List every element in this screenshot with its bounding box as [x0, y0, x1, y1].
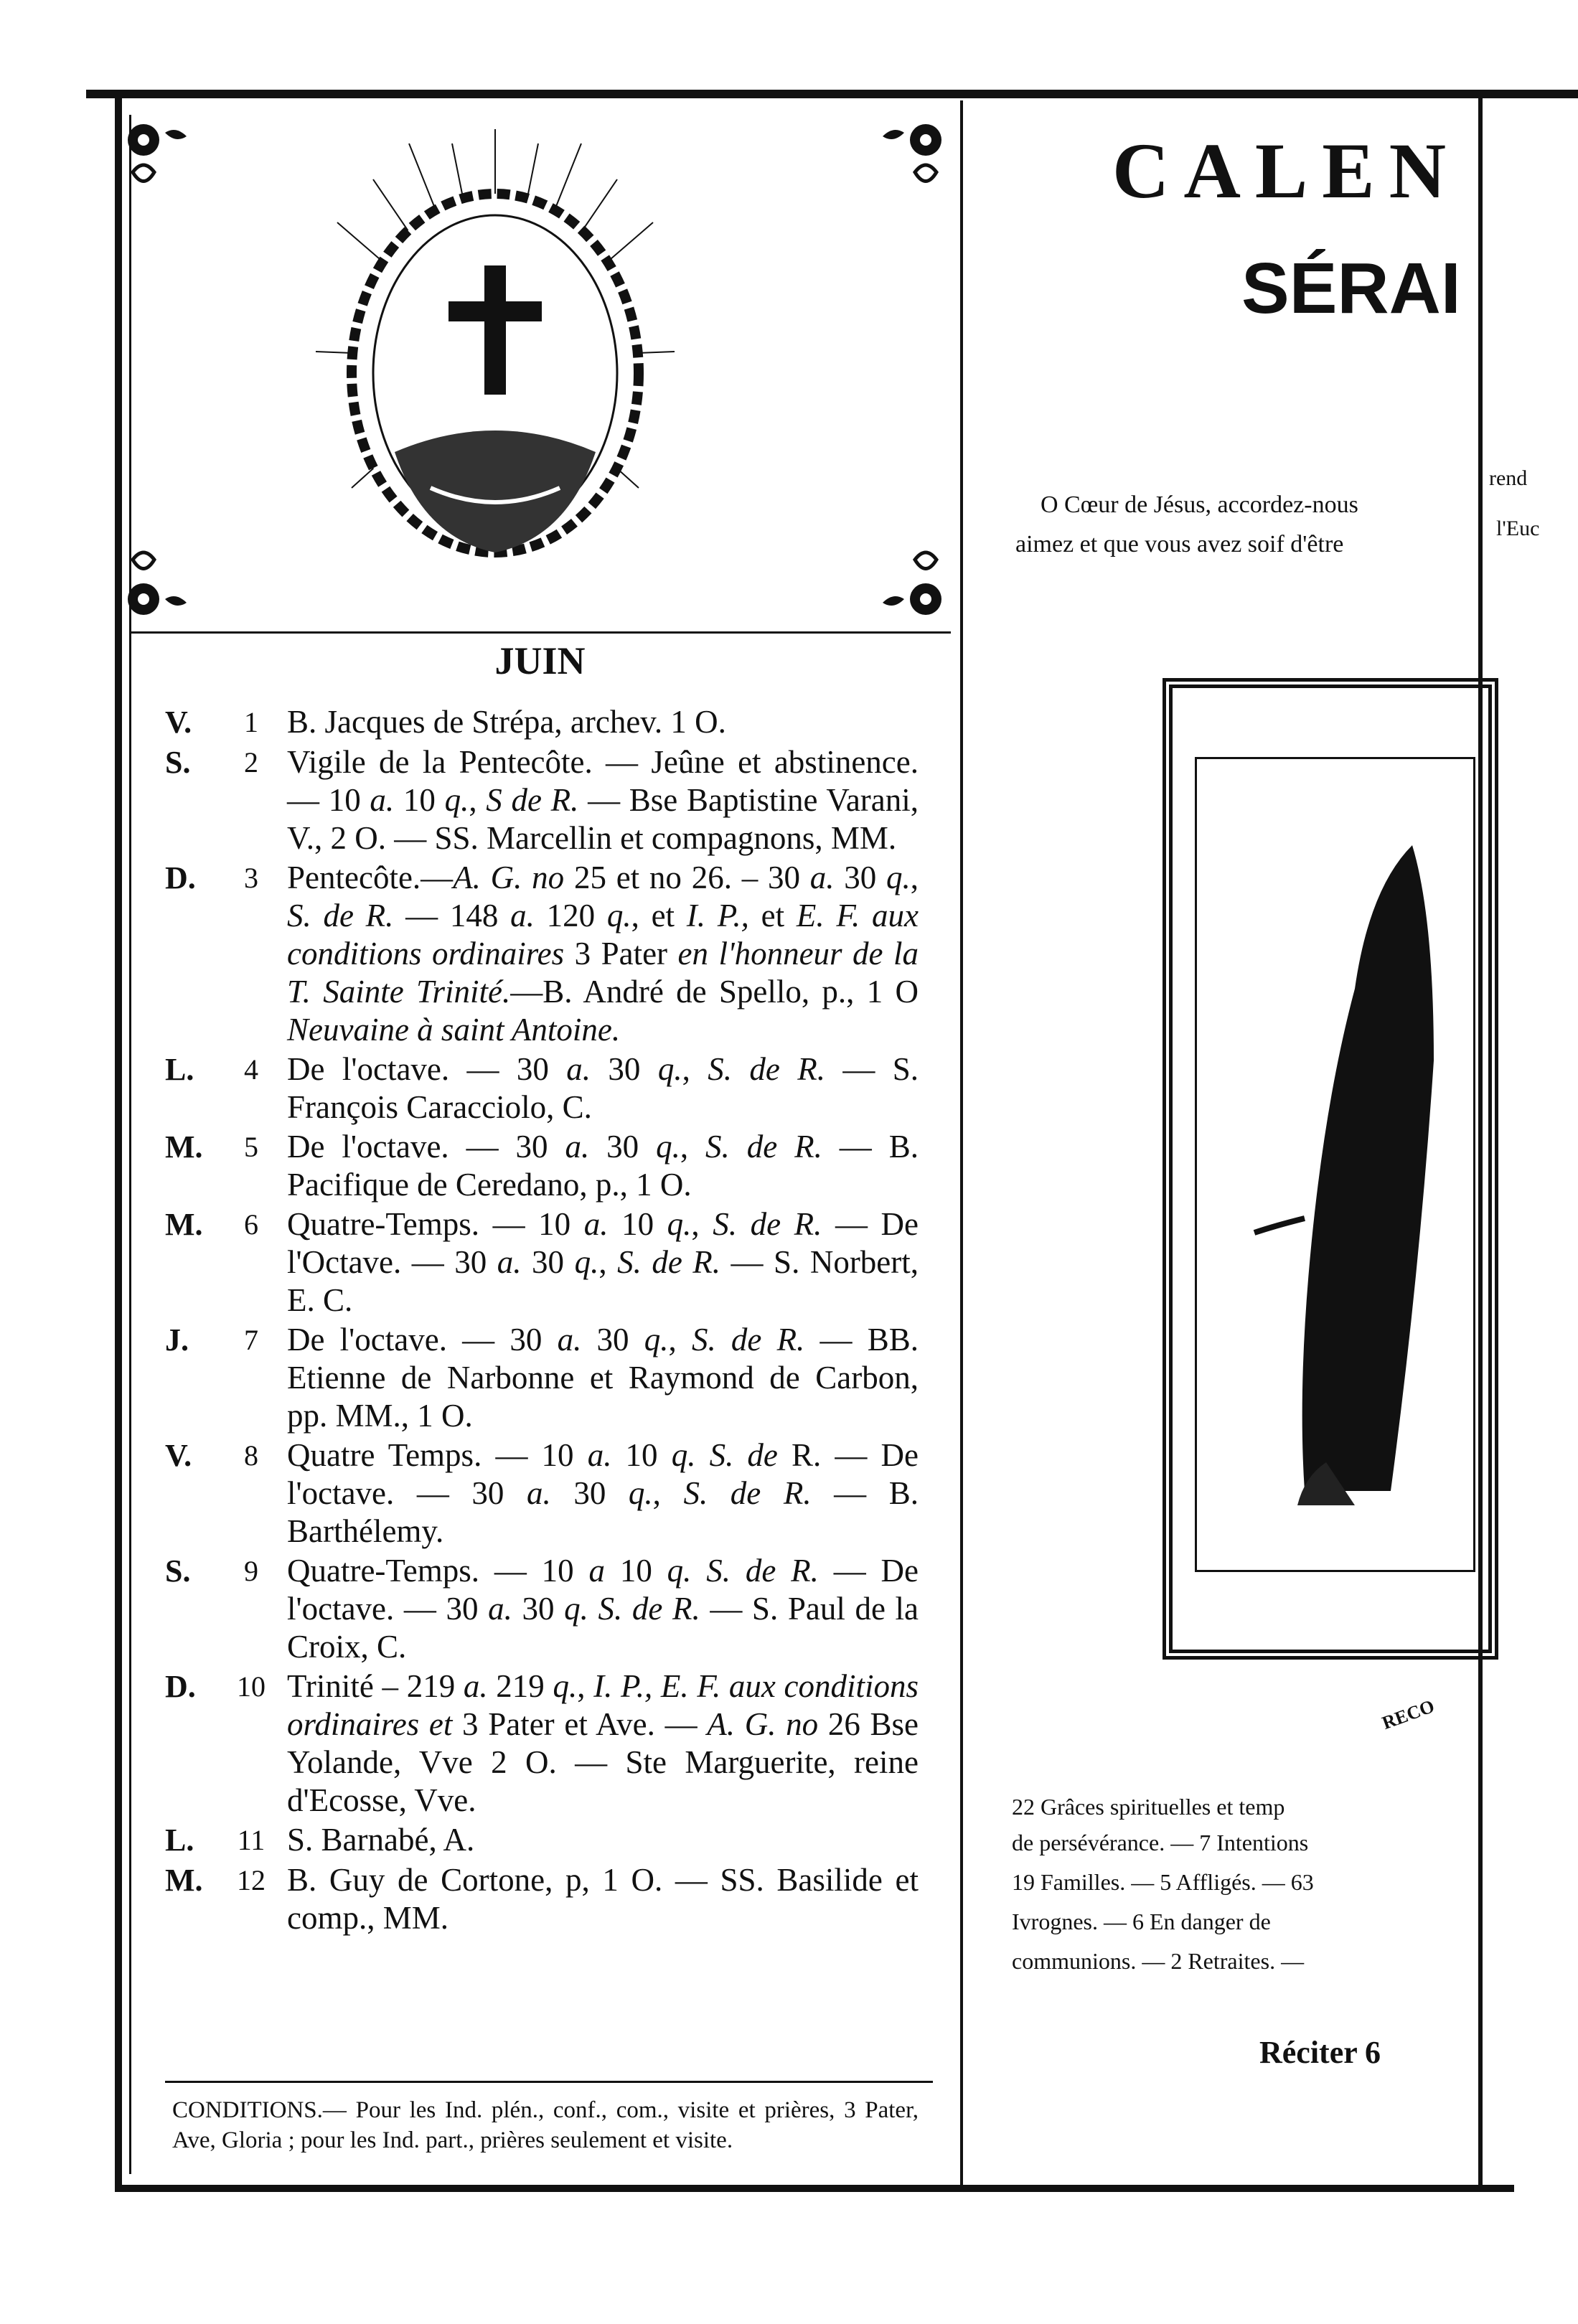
text-run: — Bse Baptistine Varani, V., 2 O. — SS. Marcellin et compagnons, MM. — [287, 782, 919, 856]
feast-description — [287, 743, 919, 857]
text-run: 30 — [521, 1244, 575, 1280]
day-number: 11 — [237, 1824, 266, 1856]
text-run: , — [668, 1322, 692, 1358]
calendar-title-fragment: CALEN — [1112, 127, 1461, 215]
prayer-line-1: O Cœur de Jésus, accordez-nous — [1041, 491, 1358, 518]
text-run: q. — [656, 1129, 680, 1165]
text-run: q. — [553, 1668, 578, 1704]
text-run: A. G. no — [707, 1706, 819, 1742]
text-run: 30 — [550, 1475, 629, 1511]
text-run: B. Jacques de Strépa, archev. 1 O. — [287, 704, 726, 740]
text-run — [695, 1437, 709, 1473]
text-run: 3 Pater et Ave. — — [452, 1706, 708, 1742]
weekday-abbrev: V. — [165, 705, 192, 740]
recommendations-heading: RECO — [1379, 1695, 1437, 1734]
day-entry — [165, 1552, 933, 1666]
feast-description — [287, 1128, 919, 1204]
text-run: A. G. no — [453, 860, 565, 895]
text-run: , — [691, 1206, 713, 1242]
text-run: Quatre-Temps. — 10 — [287, 1553, 589, 1589]
text-run: , — [680, 1129, 706, 1165]
text-run: S. de R. — [705, 1129, 822, 1165]
overlap-fragment-2: l'Euc — [1496, 517, 1540, 540]
text-run: Quatre Temps. — 10 — [287, 1437, 588, 1473]
weekday-abbrev: M. — [165, 1863, 203, 1898]
text-run: — S. François Caracciolo, C. — [287, 1051, 919, 1125]
text-run: a — [588, 1553, 605, 1589]
day-entry — [165, 1205, 933, 1319]
text-run: Quatre-Temps. — 10 — [287, 1206, 584, 1242]
text-run — [691, 1553, 706, 1589]
feast-description — [287, 1861, 919, 1937]
text-run: 26 Bse Yolande, Vve 2 O. — Ste Marguerite, reine d'Ecosse, Vve. — [287, 1706, 919, 1818]
text-run: — B. Barthélemy. — [287, 1475, 919, 1549]
weekday-abbrev: L. — [165, 1052, 194, 1087]
text-run: — B. Pacifique de Ceredano, p., 1 O. — [287, 1129, 919, 1203]
text-run — [588, 1591, 598, 1627]
feast-description — [287, 1821, 919, 1860]
text-run: 10 — [611, 1437, 672, 1473]
prayer-line-2: aimez et que vous avez soif d'être — [1015, 531, 1344, 558]
feast-description — [287, 859, 919, 1049]
recommendation-line: de persévérance. — 7 Intentions — [1012, 1830, 1309, 1855]
day-entry — [165, 1128, 933, 1204]
feast-description — [287, 1205, 919, 1319]
text-run: De l'octave. — 30 — [287, 1322, 558, 1358]
text-run: 120 — [534, 898, 607, 933]
calendar-days-list — [165, 703, 933, 1939]
day-number: 7 — [244, 1324, 258, 1356]
weekday-abbrev: D. — [165, 1669, 196, 1704]
text-run: Pentecôte.— — [287, 860, 454, 895]
text-run: a. — [488, 1591, 512, 1627]
reciter-instruction: Réciter 6 — [1259, 2035, 1381, 2070]
feast-description — [287, 1321, 919, 1435]
text-run: 30 — [581, 1322, 644, 1358]
text-run: 30 — [589, 1129, 657, 1165]
day-entry — [165, 859, 933, 1049]
text-run: et — [748, 898, 797, 933]
day-entry — [165, 1821, 933, 1860]
text-run: a. — [510, 898, 535, 933]
text-run: De l'octave. — 30 — [287, 1129, 565, 1165]
text-run: 10 — [605, 1553, 667, 1589]
corner-ornament-bottom-right — [850, 517, 951, 624]
header-rule — [129, 631, 951, 634]
text-run: E. F. aux conditions ordinaires — [287, 898, 919, 972]
recommendation-line: 19 Familles. — 5 Affligés. — 63 — [1012, 1869, 1314, 1895]
day-number: 5 — [244, 1131, 258, 1163]
text-run: Neuvaine à saint Antoine. — [287, 1012, 621, 1048]
corner-ornament-top-left — [118, 115, 219, 222]
day-entry — [165, 1861, 933, 1937]
text-run: S. de R. — [287, 898, 394, 933]
text-run: —B. André de Spello, p., 1 O — [510, 974, 919, 1010]
overlap-fragment-1: rend — [1489, 466, 1528, 490]
text-run: a. — [370, 782, 395, 818]
recommendation-line: Ivrognes. — 6 En danger de — [1012, 1909, 1271, 1934]
text-run: S. Barnabé, A. — [287, 1822, 475, 1858]
weekday-abbrev: S. — [165, 1553, 191, 1589]
text-run: S. de R. — [683, 1475, 812, 1511]
text-run: S. de — [709, 1437, 778, 1473]
text-run: , — [598, 1244, 618, 1280]
seraphic-title-fragment: SÉRAI — [1241, 248, 1461, 329]
recommendation-line: communions. — 2 Retraites. — — [1012, 1948, 1305, 1974]
text-run: S. de R. — [598, 1591, 700, 1627]
text-run: — S. Paul de la Croix, C. — [287, 1591, 919, 1665]
text-run: a. — [463, 1668, 488, 1704]
feast-description — [287, 1552, 919, 1666]
feast-description — [287, 1050, 919, 1126]
text-run: De l'octave. — 30 — [287, 1051, 567, 1087]
text-run: q. — [606, 898, 631, 933]
text-run: 30 — [591, 1051, 658, 1087]
text-run: q. — [671, 1437, 696, 1473]
text-run: , — [682, 1051, 708, 1087]
text-run: q. — [886, 860, 911, 895]
text-run: , — [577, 1668, 594, 1704]
text-run: a. — [527, 1475, 551, 1511]
weekday-abbrev: M. — [165, 1207, 203, 1242]
text-run: q. — [644, 1322, 669, 1358]
text-run: 3 Pater — [564, 936, 678, 972]
text-run: 10 — [608, 1206, 667, 1242]
text-run: R. — De l'octave. — 30 — [287, 1437, 919, 1511]
day-number: 8 — [244, 1439, 258, 1472]
text-run: S. de R. — [617, 1244, 721, 1280]
picture-inner-border — [1195, 757, 1475, 1572]
text-run: a. — [565, 1129, 590, 1165]
text-run: I. P., E. F. aux conditions ordinaires et — [287, 1668, 919, 1742]
cross-emblem-illustration — [309, 115, 682, 617]
text-run: q. — [574, 1244, 599, 1280]
text-run: — 148 — [393, 898, 511, 933]
frame-left-inner-rule — [129, 115, 131, 2174]
text-run: q. — [628, 1475, 653, 1511]
text-run: a. — [497, 1244, 522, 1280]
feast-description — [287, 1436, 919, 1551]
day-number: 12 — [237, 1864, 266, 1896]
corner-ornament-top-right — [850, 115, 951, 222]
day-number: 4 — [244, 1053, 258, 1086]
day-entry — [165, 1667, 933, 1820]
conditions-rule — [165, 2081, 933, 2083]
column-divider — [960, 100, 963, 2185]
text-run: S. de R. — [708, 1051, 825, 1087]
text-run: S. de R. — [706, 1553, 819, 1589]
text-run: 25 et no 26. – 30 — [564, 860, 810, 895]
text-run: , et — [631, 898, 687, 933]
text-run: , — [910, 860, 919, 895]
corner-ornament-bottom-left — [118, 517, 219, 624]
day-entry — [165, 1436, 933, 1551]
text-run: I. P., — [686, 898, 749, 933]
weekday-abbrev: L. — [165, 1822, 194, 1858]
text-run: q. — [667, 1206, 692, 1242]
text-run: S. de R. — [691, 1322, 805, 1358]
text-run: a. — [809, 860, 835, 895]
text-run: S de R. — [486, 782, 579, 818]
text-run: a. — [583, 1206, 609, 1242]
weekday-abbrev: S. — [165, 745, 191, 780]
day-number: 1 — [244, 706, 258, 738]
text-run: q. — [564, 1591, 588, 1627]
frame-left-rule — [115, 93, 122, 2188]
day-number: 6 — [244, 1208, 258, 1241]
text-run: q. — [667, 1553, 692, 1589]
day-entry — [165, 743, 933, 857]
text-run: 219 — [487, 1668, 553, 1704]
recommendation-line: 22 Grâces spirituelles et temp — [1012, 1794, 1285, 1820]
text-run: , — [652, 1475, 684, 1511]
text-run: Vigile de la Pentecôte. — Jeûne et abstinence. — 10 — [287, 744, 919, 818]
weekday-abbrev: D. — [165, 860, 196, 895]
day-entry — [165, 1321, 933, 1435]
text-run: q. — [657, 1051, 682, 1087]
text-run: Trinité – 219 — [287, 1668, 464, 1704]
text-run: en l'honneur de la T. Sainte Trinité. — [287, 936, 919, 1010]
text-run: — BB. Etienne de Narbonne et Raymond de Carbon, pp. MM., 1 O. — [287, 1322, 919, 1434]
text-run: a. — [587, 1437, 612, 1473]
weekday-abbrev: M. — [165, 1129, 203, 1165]
feast-description — [287, 703, 919, 742]
day-number: 9 — [244, 1555, 258, 1587]
text-run: q. — [444, 782, 469, 818]
weekday-abbrev: J. — [165, 1322, 189, 1358]
weekday-abbrev: V. — [165, 1438, 192, 1473]
saint-figure-illustration — [1197, 759, 1470, 1563]
conditions-note: CONDITIONS.— Pour les Ind. plén., conf., com., visite et prières, 3 Pater, Ave, Gloria ; pour les Ind. part., prières seulement et visite. — [172, 2097, 919, 2153]
text-run: a. — [566, 1051, 591, 1087]
text-run: , — [469, 782, 487, 818]
day-number: 3 — [244, 862, 258, 894]
text-run: — De l'octave. — 30 — [287, 1553, 919, 1627]
text-run: a. — [557, 1322, 582, 1358]
text-run: B. Guy de Cortone, p, 1 O. — SS. Basilide et comp., MM. — [287, 1862, 919, 1936]
text-run: — S. Norbert, E. C. — [287, 1244, 919, 1318]
day-entry — [165, 703, 933, 742]
text-run: 30 — [834, 860, 886, 895]
month-title: JUIN — [494, 639, 586, 682]
frame-bottom-rule — [115, 2185, 1514, 2192]
day-number: 10 — [237, 1670, 266, 1703]
text-run: — De l'Octave. — 30 — [287, 1206, 919, 1280]
feast-description — [287, 1667, 919, 1820]
text-run: S. de R. — [713, 1206, 822, 1242]
frame-top-rule — [86, 90, 1578, 98]
text-run: 10 — [394, 782, 445, 818]
day-entry — [165, 1050, 933, 1126]
text-run: 30 — [512, 1591, 565, 1627]
day-number: 2 — [244, 746, 258, 778]
